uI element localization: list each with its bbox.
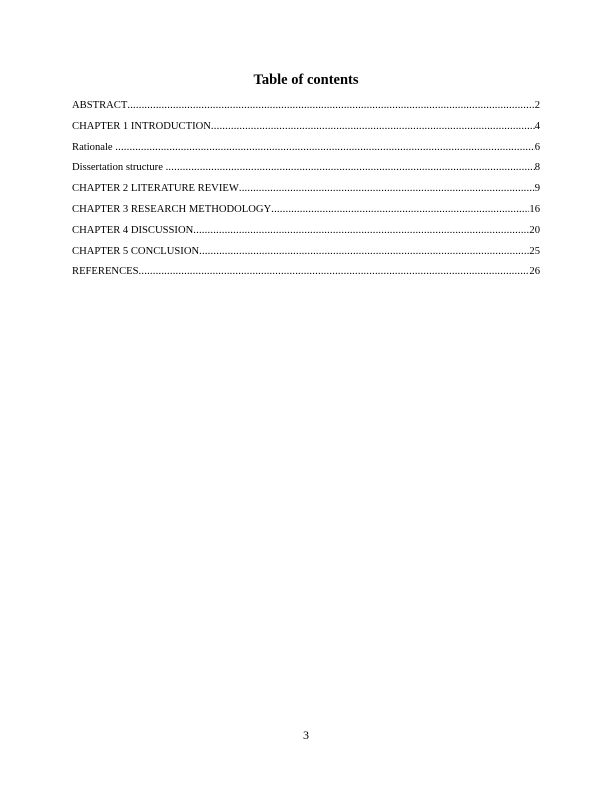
toc-list	[72, 96, 540, 283]
toc-entry-page: 4	[534, 120, 540, 132]
toc-entry-text: CHAPTER 5 CONCLUSION	[72, 245, 200, 257]
toc-entry-page: 2	[534, 100, 540, 111]
dot-leader	[199, 242, 529, 263]
toc-entry-text: ABSTRACT	[72, 100, 128, 111]
dot-leader	[115, 138, 534, 159]
toc-title: Table of contents	[253, 72, 359, 88]
toc-entry-rationale[interactable]	[72, 138, 540, 159]
page-number: 3	[303, 728, 309, 742]
dot-leader	[166, 158, 535, 179]
toc-entry-page: 16	[529, 203, 540, 215]
dot-leader	[139, 262, 530, 283]
toc-entry-text: CHAPTER 1 INTRODUCTION	[72, 120, 211, 132]
dot-leader	[127, 96, 534, 117]
toc-entry-text: CHAPTER 3 RESEARCH METHODOLOGY	[72, 203, 272, 215]
toc-entry-chapter-5[interactable]	[72, 242, 540, 263]
toc-entry-chapter-4[interactable]	[72, 221, 540, 242]
toc-entry-chapter-2[interactable]	[72, 179, 540, 200]
toc-entry-page: 25	[529, 245, 540, 257]
dot-leader	[211, 117, 535, 138]
toc-entry-text: CHAPTER 4 DISCUSSION	[72, 224, 194, 236]
toc-entry-text: REFERENCES	[72, 266, 139, 278]
toc-entry-chapter-3[interactable]	[72, 200, 540, 221]
toc-entry-text: Rationale	[72, 141, 116, 153]
toc-entry-references[interactable]	[72, 262, 540, 283]
toc-entry-text: Dissertation structure	[72, 162, 166, 174]
dot-leader	[271, 200, 529, 221]
dot-leader	[239, 179, 535, 200]
table-of-contents	[72, 72, 540, 283]
toc-entry-text: CHAPTER 2 LITERATURE REVIEW	[72, 183, 239, 195]
toc-entry-page: 8	[534, 162, 540, 174]
toc-entry-page: 20	[529, 224, 540, 236]
toc-entry-page: 6	[534, 141, 540, 153]
toc-entry-page: 9	[534, 183, 540, 195]
toc-entry-chapter-1[interactable]	[72, 117, 540, 138]
toc-entry-page: 26	[529, 266, 540, 278]
dot-leader	[193, 221, 529, 242]
toc-entry-abstract[interactable]	[72, 96, 540, 117]
toc-entry-dissertation-structure[interactable]	[72, 158, 540, 179]
